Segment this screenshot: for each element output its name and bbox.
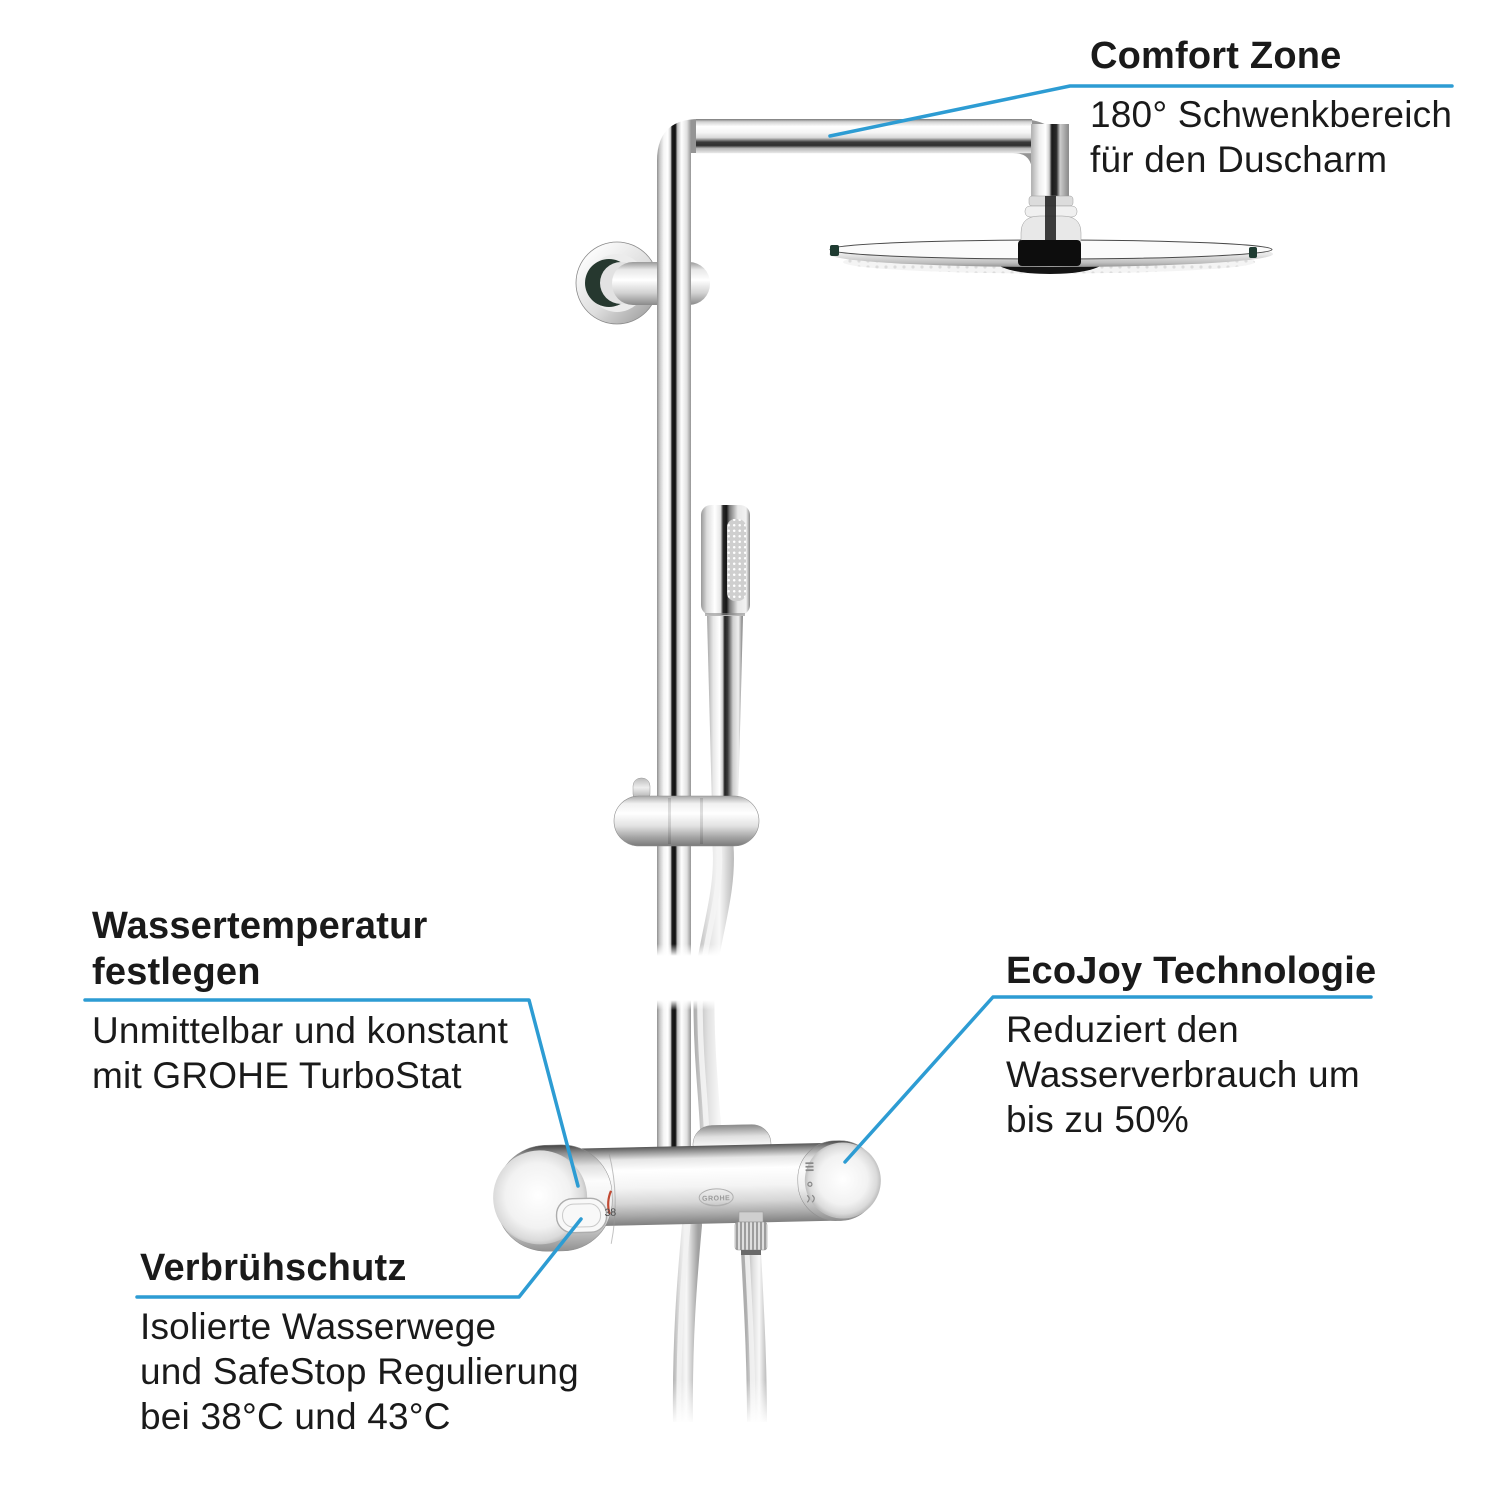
hose-connector <box>735 1212 767 1255</box>
temperature-38-label: 38 <box>604 1206 617 1219</box>
callout-ecojoy-body-line2: Wasserverbrauch um <box>1006 1054 1360 1095</box>
callout-wassertemperatur-body-line1: Unmittelbar und konstant <box>92 1010 509 1051</box>
callout-ecojoy-body-line1: Reduziert den <box>1006 1009 1239 1050</box>
photo-crop-band <box>644 944 752 1010</box>
callout-ecojoy-title: EcoJoy Technologie <box>1006 950 1377 992</box>
callout-verbruehschutz-body-line2: und SafeStop Regulierung <box>140 1351 579 1392</box>
callout-wassertemperatur-title-line2: festlegen <box>92 951 261 993</box>
callout-verbruehschutz-body <box>140 1304 579 1439</box>
shower-arm-joint <box>1018 196 1081 266</box>
safestop-button <box>556 1198 607 1233</box>
callout-wassertemperatur <box>92 903 508 1098</box>
callout-comfort-zone-body-line1: 180° Schwenkbereich <box>1090 94 1453 135</box>
callout-ecojoy-body <box>1006 1007 1376 1142</box>
hand-shower <box>701 505 750 846</box>
callout-wassertemperatur-title <box>92 903 508 995</box>
callout-verbruehschutz <box>140 1245 579 1439</box>
callout-verbruehschutz-title: Verbrühschutz <box>140 1247 407 1289</box>
callout-wassertemperatur-body <box>92 1008 508 1098</box>
callout-wassertemperatur-body-line2: mit GROHE TurboStat <box>92 1055 462 1096</box>
callout-ecojoy <box>1006 948 1376 1142</box>
callout-wassertemperatur-title-line1: Wassertemperatur <box>92 905 428 947</box>
head-rim-left-mark <box>830 245 839 256</box>
grohe-logo-text: GROHE <box>702 1195 731 1203</box>
callout-comfort-zone-body-line2: für den Duscharm <box>1090 139 1388 180</box>
hand-shower-spray-face <box>727 519 746 601</box>
callout-comfort-zone-body <box>1090 92 1452 182</box>
callout-comfort-zone <box>1090 33 1452 182</box>
head-rim-right-mark <box>1249 247 1257 258</box>
callout-comfort-zone-title: Comfort Zone <box>1090 35 1342 77</box>
hose-fade <box>630 1380 830 1424</box>
callout-verbruehschutz-body-line1: Isolierte Wasserwege <box>140 1306 497 1347</box>
callout-ecojoy-body-line3: bis zu 50% <box>1006 1099 1189 1140</box>
hose-fade-solid <box>630 1422 830 1492</box>
callout-verbruehschutz-body-line3: bei 38°C und 43°C <box>140 1396 451 1437</box>
